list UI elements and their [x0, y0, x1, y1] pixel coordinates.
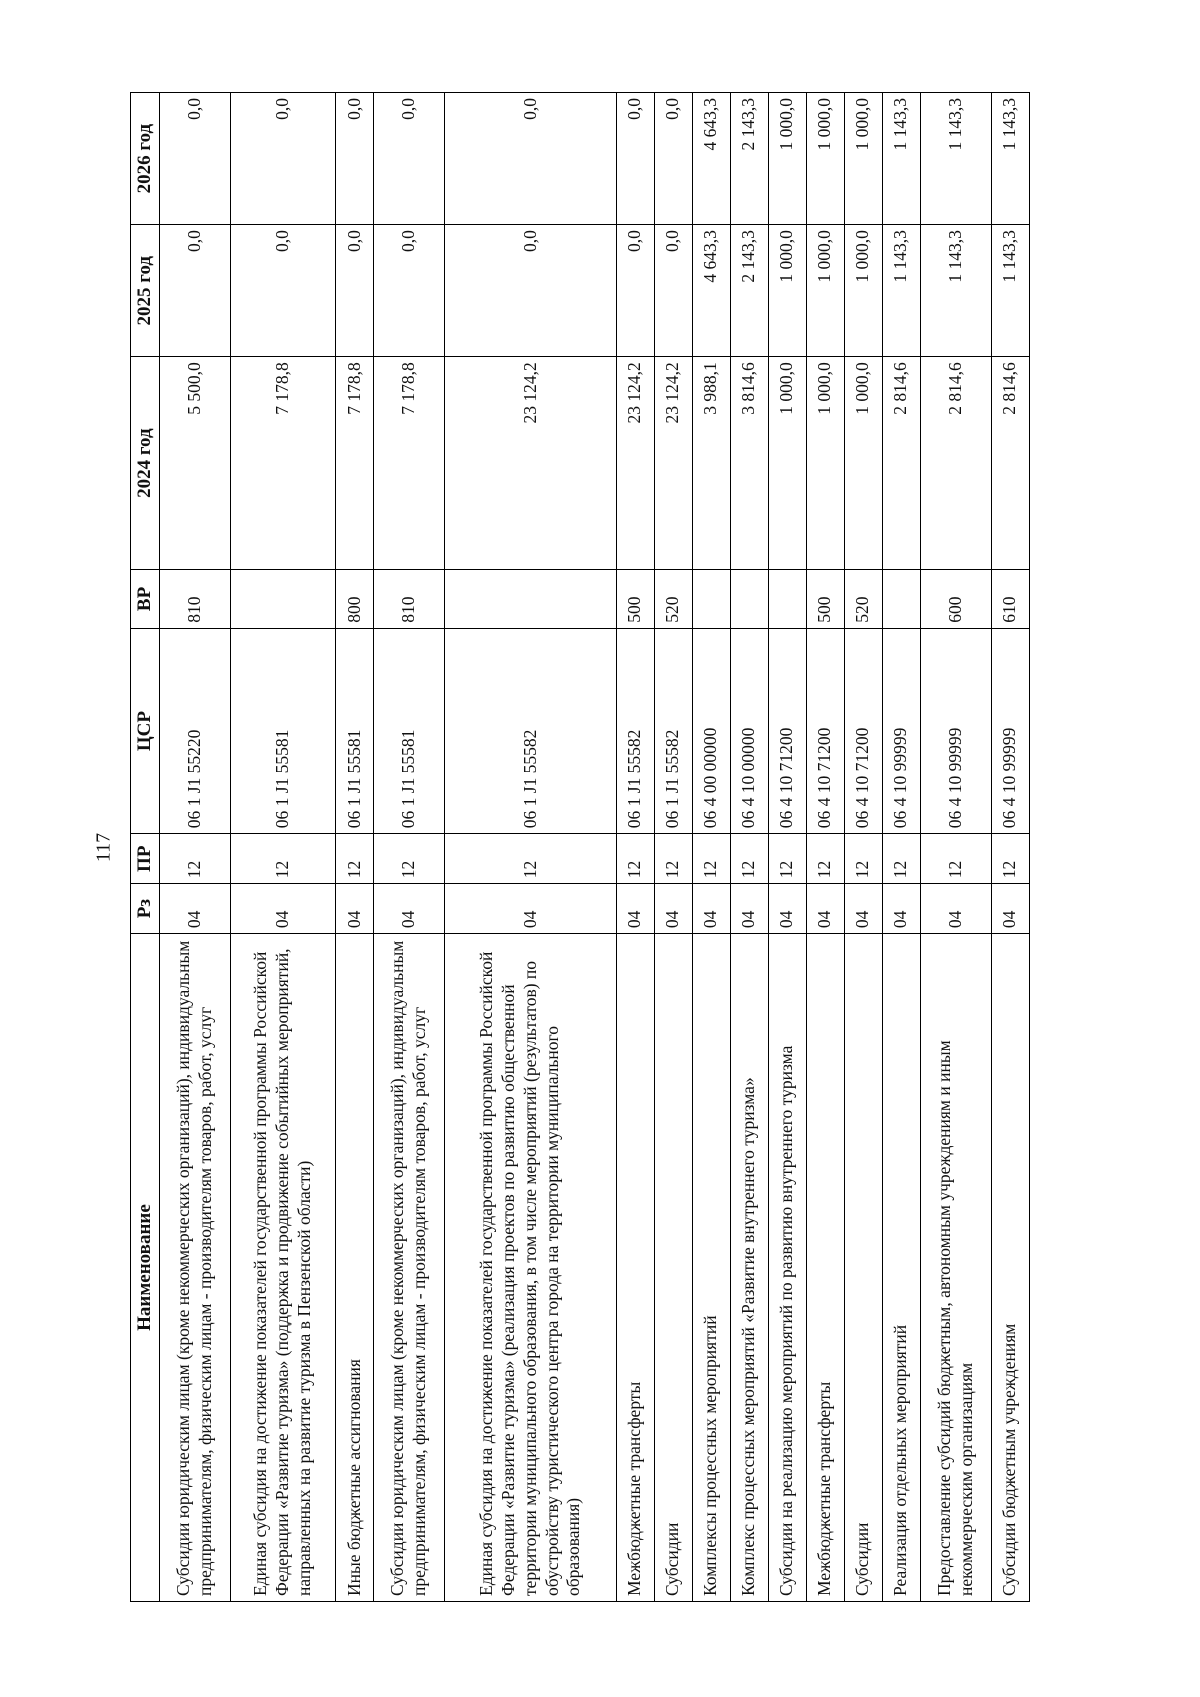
value-2024-cell: 3 988,1	[692, 357, 730, 570]
value-2025-cell: 0,0	[654, 225, 692, 357]
value-2025-cell: 0,0	[616, 225, 654, 357]
pr-cell: 12	[654, 834, 692, 884]
header-2024: 2024 год	[131, 357, 160, 570]
value-2025-cell: 1 143,3	[991, 225, 1029, 357]
header-2026: 2026 год	[131, 93, 160, 225]
budget-table	[130, 92, 1030, 1602]
vr-cell	[730, 570, 768, 629]
name-cell: Межбюджетные трансферты	[616, 934, 654, 1602]
value-2026-cell: 0,0	[445, 93, 617, 225]
csr-cell: 06 1 J1 55581	[231, 628, 336, 834]
value-2026-cell: 1 000,0	[806, 93, 844, 225]
vr-cell: 610	[991, 570, 1029, 629]
vr-cell: 600	[920, 570, 991, 629]
vr-cell: 520	[654, 570, 692, 629]
header-name: Наименование	[131, 934, 160, 1602]
vr-cell: 520	[844, 570, 882, 629]
pr-cell: 12	[616, 834, 654, 884]
vr-cell	[882, 570, 920, 629]
csr-cell: 06 4 10 71200	[806, 628, 844, 834]
csr-cell: 06 1 J1 55581	[374, 628, 445, 834]
rz-cell: 04	[616, 884, 654, 934]
page-number: 117	[92, 832, 115, 863]
header-csr: ЦСР	[131, 628, 160, 834]
vr-cell: 500	[616, 570, 654, 629]
pr-cell: 12	[231, 834, 336, 884]
table-row	[920, 93, 991, 1602]
csr-cell: 06 1 J1 55582	[654, 628, 692, 834]
vr-cell: 500	[806, 570, 844, 629]
rz-cell: 04	[768, 884, 806, 934]
table-row	[882, 93, 920, 1602]
csr-cell: 06 4 00 00000	[692, 628, 730, 834]
value-2026-cell: 0,0	[374, 93, 445, 225]
pr-cell: 12	[445, 834, 617, 884]
value-2024-cell: 7 178,8	[374, 357, 445, 570]
rz-cell: 04	[445, 884, 617, 934]
rz-cell: 04	[730, 884, 768, 934]
name-cell: Межбюджетные трансферты	[806, 934, 844, 1602]
name-cell: Субсидии юридическим лицам (кроме некоммерческих организаций), индивидуальным предпринимателям, физическим лицам - производителям товаров, работ, услуг	[160, 934, 231, 1602]
value-2025-cell: 0,0	[374, 225, 445, 357]
table-row	[654, 93, 692, 1602]
vr-cell: 800	[336, 570, 374, 629]
value-2024-cell: 7 178,8	[336, 357, 374, 570]
vr-cell	[445, 570, 617, 629]
vr-cell	[231, 570, 336, 629]
csr-cell: 06 4 10 71200	[844, 628, 882, 834]
header-rz: Рз	[131, 884, 160, 934]
value-2026-cell: 1 143,3	[991, 93, 1029, 225]
value-2024-cell: 7 178,8	[231, 357, 336, 570]
table-row	[991, 93, 1029, 1602]
vr-cell	[692, 570, 730, 629]
rz-cell: 04	[692, 884, 730, 934]
name-cell: Комплексы процессных мероприятий	[692, 934, 730, 1602]
table-row	[844, 93, 882, 1602]
value-2024-cell: 1 000,0	[768, 357, 806, 570]
csr-cell: 06 1 J1 55582	[445, 628, 617, 834]
csr-cell: 06 4 10 99999	[991, 628, 1029, 834]
rz-cell: 04	[991, 884, 1029, 934]
value-2026-cell: 2 143,3	[730, 93, 768, 225]
csr-cell: 06 1 J1 55582	[616, 628, 654, 834]
value-2024-cell: 2 814,6	[882, 357, 920, 570]
name-cell: Субсидии юридическим лицам (кроме некоммерческих организаций), индивидуальным предпринимателям, физическим лицам - производителям товаров, работ, услуг	[374, 934, 445, 1602]
value-2024-cell: 23 124,2	[445, 357, 617, 570]
value-2025-cell: 1 000,0	[806, 225, 844, 357]
name-cell: Субсидии	[844, 934, 882, 1602]
pr-cell: 12	[336, 834, 374, 884]
value-2024-cell: 1 000,0	[844, 357, 882, 570]
value-2026-cell: 1 000,0	[844, 93, 882, 225]
pr-cell: 12	[768, 834, 806, 884]
value-2024-cell: 23 124,2	[616, 357, 654, 570]
csr-cell: 06 4 10 71200	[768, 628, 806, 834]
name-cell: Субсидии бюджетным учреждениям	[991, 934, 1029, 1602]
value-2024-cell: 3 814,6	[730, 357, 768, 570]
rz-cell: 04	[806, 884, 844, 934]
pr-cell: 12	[882, 834, 920, 884]
rz-cell: 04	[654, 884, 692, 934]
csr-cell: 06 4 10 99999	[920, 628, 991, 834]
name-cell: Единая субсидия на достижение показателей государственной программы Российской Федерации «Развитие туризма» (реализация проектов по развитию общественной территории муниципального образования, в том числе мероприятий (результатов) по обустройству туристического центра города на территории муниципального образования)	[445, 934, 617, 1602]
value-2026-cell: 0,0	[616, 93, 654, 225]
value-2025-cell: 0,0	[231, 225, 336, 357]
table-row	[692, 93, 730, 1602]
vr-cell: 810	[160, 570, 231, 629]
pr-cell: 12	[374, 834, 445, 884]
value-2026-cell: 0,0	[336, 93, 374, 225]
value-2024-cell: 2 814,6	[991, 357, 1029, 570]
value-2024-cell: 2 814,6	[920, 357, 991, 570]
value-2026-cell: 0,0	[231, 93, 336, 225]
name-cell: Предоставление субсидий бюджетным, автономным учреждениям и иным некоммерческим организациям	[920, 934, 991, 1602]
table-row	[730, 93, 768, 1602]
csr-cell: 06 1 J1 55220	[160, 628, 231, 834]
table-header-row	[131, 93, 160, 1602]
csr-cell: 06 4 10 99999	[882, 628, 920, 834]
pr-cell: 12	[692, 834, 730, 884]
csr-cell: 06 4 10 00000	[730, 628, 768, 834]
name-cell: Субсидии на реализацию мероприятий по развитию внутреннего туризма	[768, 934, 806, 1602]
name-cell: Единая субсидия на достижение показателей государственной программы Российской Федерации «Развитие туризма» (поддержка и продвижение событийных мероприятий, направленных на развитие туризма в Пензенской области)	[231, 934, 336, 1602]
budget-table-container	[130, 92, 1030, 1602]
rz-cell: 04	[160, 884, 231, 934]
value-2026-cell: 4 643,3	[692, 93, 730, 225]
pr-cell: 12	[991, 834, 1029, 884]
value-2026-cell: 1 000,0	[768, 93, 806, 225]
table-row	[445, 93, 617, 1602]
name-cell: Иные бюджетные ассигнования	[336, 934, 374, 1602]
pr-cell: 12	[160, 834, 231, 884]
value-2025-cell: 0,0	[336, 225, 374, 357]
value-2026-cell: 0,0	[654, 93, 692, 225]
value-2025-cell: 0,0	[160, 225, 231, 357]
value-2025-cell: 1 000,0	[768, 225, 806, 357]
value-2025-cell: 1 143,3	[882, 225, 920, 357]
rz-cell: 04	[231, 884, 336, 934]
value-2025-cell: 2 143,3	[730, 225, 768, 357]
rz-cell: 04	[374, 884, 445, 934]
pr-cell: 12	[920, 834, 991, 884]
vr-cell	[768, 570, 806, 629]
pr-cell: 12	[730, 834, 768, 884]
pr-cell: 12	[844, 834, 882, 884]
rz-cell: 04	[920, 884, 991, 934]
table-row	[336, 93, 374, 1602]
header-vr: ВР	[131, 570, 160, 629]
value-2025-cell: 1 000,0	[844, 225, 882, 357]
name-cell: Субсидии	[654, 934, 692, 1602]
value-2024-cell: 1 000,0	[806, 357, 844, 570]
table-body	[160, 93, 1030, 1602]
value-2026-cell: 1 143,3	[920, 93, 991, 225]
value-2025-cell: 1 143,3	[920, 225, 991, 357]
name-cell: Комплекс процессных мероприятий «Развитие внутреннего туризма»	[730, 934, 768, 1602]
value-2026-cell: 0,0	[160, 93, 231, 225]
rz-cell: 04	[844, 884, 882, 934]
value-2025-cell: 4 643,3	[692, 225, 730, 357]
vr-cell: 810	[374, 570, 445, 629]
value-2024-cell: 23 124,2	[654, 357, 692, 570]
value-2025-cell: 0,0	[445, 225, 617, 357]
header-2025: 2025 год	[131, 225, 160, 357]
table-row	[231, 93, 336, 1602]
pr-cell: 12	[806, 834, 844, 884]
table-row	[806, 93, 844, 1602]
rz-cell: 04	[336, 884, 374, 934]
table-row	[374, 93, 445, 1602]
value-2024-cell: 5 500,0	[160, 357, 231, 570]
table-row	[616, 93, 654, 1602]
table-row	[768, 93, 806, 1602]
header-pr: ПР	[131, 834, 160, 884]
value-2026-cell: 1 143,3	[882, 93, 920, 225]
csr-cell: 06 1 J1 55581	[336, 628, 374, 834]
name-cell: Реализация отдельных мероприятий	[882, 934, 920, 1602]
table-row	[160, 93, 231, 1602]
rz-cell: 04	[882, 884, 920, 934]
